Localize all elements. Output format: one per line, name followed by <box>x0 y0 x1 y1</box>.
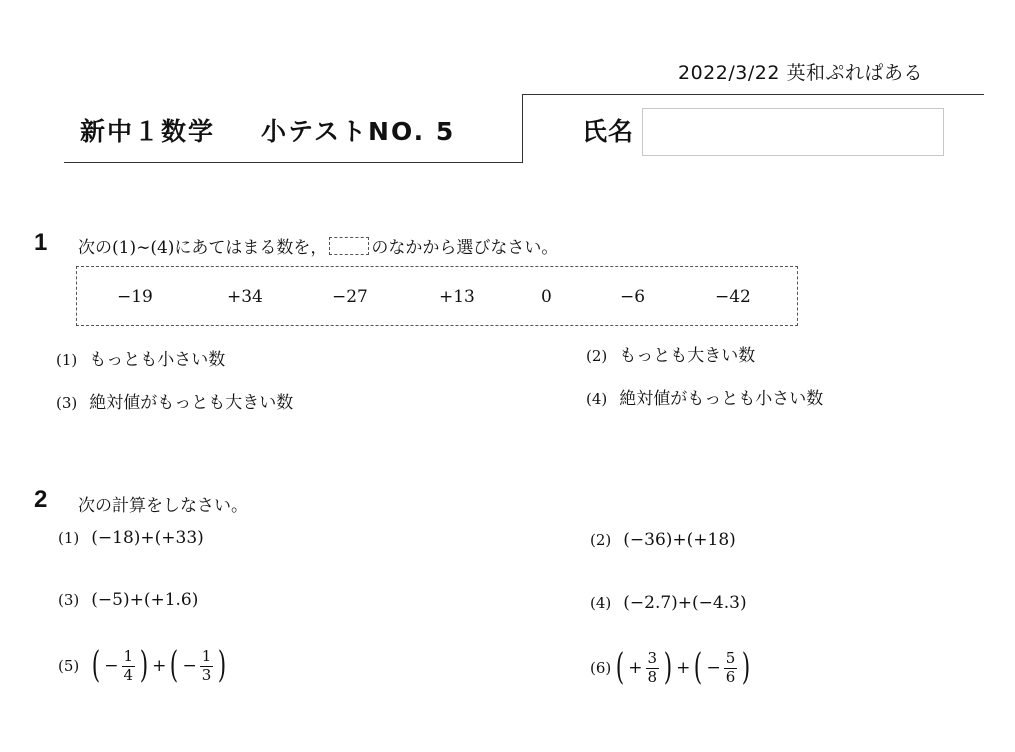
choice-value: −6 <box>620 287 646 307</box>
question-1-number: 1 <box>34 229 48 256</box>
expression: (−5)+(+1.6) <box>91 590 199 610</box>
choice-value: +13 <box>439 287 475 307</box>
denominator: 8 <box>647 667 658 686</box>
item-text: 絶対値がもっとも小さい数 <box>619 389 824 409</box>
q1-item-3 <box>56 388 293 413</box>
item-number: (3) <box>58 591 80 609</box>
numerator: 1 <box>201 647 212 666</box>
item-number: (2) <box>590 531 612 549</box>
close-paren: ) <box>218 645 227 686</box>
operator: + <box>676 658 691 678</box>
fraction <box>122 648 136 684</box>
close-paren: ) <box>663 647 673 688</box>
fraction <box>646 650 660 686</box>
question-1-instruction <box>78 233 558 258</box>
date-author-line: 2022/3/22 英和ぷれぱある <box>678 62 923 84</box>
dashed-box-symbol <box>329 237 369 255</box>
expression: (−18)+(+33) <box>91 528 204 548</box>
item-number: (1) <box>56 351 78 369</box>
title-main: 新中１数学 <box>80 117 216 146</box>
close-paren: ) <box>139 645 149 686</box>
choice-value: −27 <box>332 287 368 307</box>
item-number: (4) <box>590 594 612 612</box>
question-2-instruction: 次の計算をしなさい。 <box>78 496 248 516</box>
title-underline <box>64 162 522 163</box>
q2-item-4 <box>590 593 747 613</box>
header-top-rule <box>522 94 984 95</box>
header-divider <box>522 94 523 163</box>
choice-value: −42 <box>715 287 751 307</box>
choice-value: −19 <box>117 287 153 307</box>
open-paren: ( <box>170 645 179 686</box>
denominator: 6 <box>725 667 736 686</box>
sign: − <box>104 656 119 676</box>
title-sub: 小テストNO. 5 <box>261 117 456 146</box>
numerator: 1 <box>123 647 134 666</box>
name-label: 氏名 <box>582 117 635 146</box>
fraction <box>200 648 214 684</box>
q1-item-4 <box>586 384 823 409</box>
item-text: もっとも大きい数 <box>619 346 756 366</box>
item-number: (3) <box>56 394 78 412</box>
numerator: 5 <box>725 649 736 668</box>
item-number: (6) <box>590 659 612 677</box>
test-title <box>80 112 455 148</box>
q1-instruction-after: のなかから選びなさい。 <box>371 238 559 258</box>
item-text: もっとも小さい数 <box>89 350 226 370</box>
open-paren: ( <box>694 647 703 688</box>
operator: + <box>152 656 167 676</box>
q2-item-2 <box>590 530 736 550</box>
choice-value: +34 <box>227 287 263 307</box>
sign: − <box>706 658 721 678</box>
fraction <box>724 650 738 686</box>
item-number: (4) <box>586 390 608 408</box>
q2-item-3 <box>58 590 198 610</box>
q1-item-2 <box>586 341 755 366</box>
numerator: 3 <box>647 649 658 668</box>
item-number: (2) <box>586 347 608 365</box>
open-paren: ( <box>92 645 101 686</box>
q2-item-5 <box>58 645 229 686</box>
expression: (−2.7)+(−4.3) <box>623 593 747 613</box>
denominator: 4 <box>123 665 134 684</box>
item-number: (1) <box>58 529 80 547</box>
denominator: 3 <box>201 665 212 684</box>
question-2-number: 2 <box>34 486 48 513</box>
sign: + <box>628 658 643 678</box>
choice-value: 0 <box>541 287 552 307</box>
sign: − <box>182 656 197 676</box>
name-field[interactable] <box>642 108 944 156</box>
q1-instruction-before: 次の(1)∼(4)にあてはまる数を， <box>78 238 328 258</box>
number-choice-box <box>76 266 798 326</box>
q1-item-1 <box>56 345 225 370</box>
close-paren: ) <box>742 647 751 688</box>
q2-item-6 <box>590 647 753 688</box>
open-paren: ( <box>616 647 625 688</box>
q2-item-1 <box>58 528 204 548</box>
item-number: (5) <box>58 657 80 675</box>
item-text: 絶対値がもっとも大きい数 <box>89 393 294 413</box>
expression: (−36)+(+18) <box>623 530 736 550</box>
